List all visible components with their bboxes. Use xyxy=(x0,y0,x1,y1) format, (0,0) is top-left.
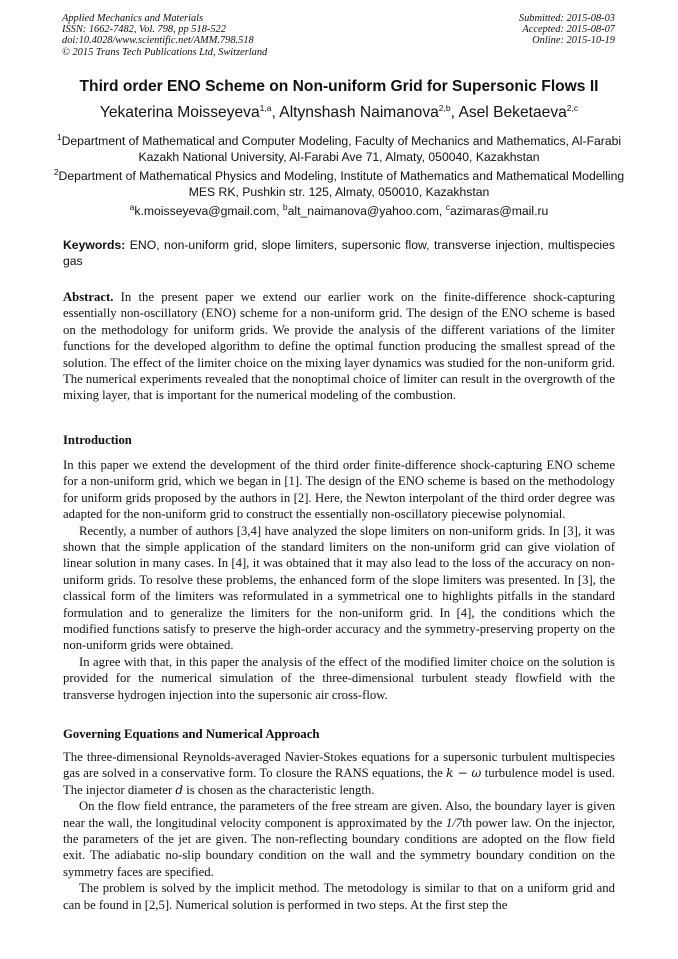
introduction-paragraph: Recently, a number of authors [3,4] have analyzed the slope limiters on non-uniform grids. In [3], it was shown that the simple application of the standard limiters on the non-uniform grid can give violation of linear solution in many cases. In [4], it was obtained that it may also lead to the loss of the accuracy on non-uniform grids. To resolve these problems, the enhanced form of the slope limiters was presented. In [3], the classical form of the limiters was reformulated in a symmetrical one to highlights pitfalls in the standard formulation and to generalize the limiters for the non-uniform grid. In [4], the conditions which the modified functions satisfy to preserve the high-order accuracy and the symmetry-preserving property on the non-uniform grids were obtained. xyxy=(63,523,615,653)
affiliation-1 xyxy=(50,129,628,165)
date-submitted: Submitted: 2015-08-03 xyxy=(518,13,615,24)
keywords xyxy=(63,238,615,269)
keywords-label: Keywords: xyxy=(63,238,126,252)
abstract xyxy=(63,289,615,404)
governing-text: is chosen as the characteristic length. xyxy=(183,782,375,797)
date-online: Online: 2015-10-19 xyxy=(532,35,615,47)
affiliation-text: Department of Mathematical and Computer Modeling, Faculty of Mechanics and Mathematics, Al-Farabi Kazakh National University, Al-Farabi Ave 71, Almaty, 050040, Kazakhstan xyxy=(61,134,622,165)
introduction-paragraph: In this paper we extend the development of the third order finite-difference shock-capturing ENO scheme for a non-uniform grid, which we began in [1]. The design of the ENO scheme is based on the methodology for uniform grids proposed by the authors in [2]. Here, the Newton interpolant of the third order degree was adapted for the non-uniform grid to construct the essentially non-oscillatory piecewise polynomial. xyxy=(63,458,615,522)
affiliation-sup: 1 xyxy=(56,132,62,142)
email-address[interactable]: azimaras@mail.ru xyxy=(449,204,549,219)
introduction-section xyxy=(63,457,615,703)
governing-heading-block xyxy=(63,726,615,742)
email-sup: b xyxy=(282,202,288,212)
email-address[interactable]: alt_naimanova@yahoo.com, xyxy=(287,204,446,219)
date-accepted: Accepted: 2015-08-07 xyxy=(522,24,615,36)
email-sup: a xyxy=(129,202,135,212)
keywords-text: ENO, non-uniform grid, slope limiters, supersonic flow, transverse injection, multispecies gas xyxy=(63,238,615,268)
governing-text: turbulence model is used. The injector diameter xyxy=(63,766,615,797)
journal-issn: ISSN: 1662-7482, Vol. 798, pp 518-522 xyxy=(62,24,226,36)
governing-text: On the flow field entrance, the parameters of the free stream are given. Also, the boundary layer is given near the wall, the longitudinal velocity component is approximated by the xyxy=(63,799,615,830)
governing-paragraph xyxy=(63,749,615,798)
journal-name: Applied Mechanics and Materials xyxy=(62,13,204,24)
introduction-heading-block xyxy=(63,432,615,448)
governing-paragraph: The problem is solved by the implicit method. The metodology is similar to that on a uniform grid and can be found in [2,5]. Numerical solution is performed in two steps. At the first step the xyxy=(63,881,615,912)
author-name: Altynshash Naimanova xyxy=(279,104,439,122)
email-sup: c xyxy=(445,202,450,212)
journal-doi[interactable]: doi:10.4028/www.scientific.net/AMM.798.518 xyxy=(62,35,254,47)
author-name: Yekaterina Moisseyeva xyxy=(99,104,260,122)
author-sep: , xyxy=(450,104,459,122)
introduction-paragraph: In agree with that, in this paper the analysis of the effect of the modified limiter choice on the solution is provided for the numerical simulation of the three-dimensional turbulent steady flowfield with the transverse hydrogen injection into the supersonic air cross-flow. xyxy=(63,654,615,702)
email-address[interactable]: k.moisseyeva@gmail.com, xyxy=(134,204,283,219)
math-k-omega: k − ω xyxy=(446,766,482,781)
abstract-label: Abstract. xyxy=(63,290,114,304)
governing-section xyxy=(63,749,615,913)
author-sup: 1,a xyxy=(259,103,272,113)
introduction-heading: Introduction xyxy=(63,433,132,447)
author-name: Asel Beketaeva xyxy=(458,104,567,122)
abstract-text: In the present paper we extend our earlier work on the finite-difference shock-capturing essentially non-oscillatory (ENO) scheme for a non-uniform grid. The design of the ENO scheme is based on the methodology for uniform grids. We provide the analysis of the different variations of the limiter functions for the developed algorithm to define the optimal function producing the smallest spread of the solution. The effect of the limiter choice on the mixing layer dynamics was studied for the non-uniform grid. The numerical experiments revealed that the nonoptimal choice of limiter can result in the overgrowth of the mixing layer, that is important for the numerical modeling of the combustion. xyxy=(63,290,615,403)
journal-header xyxy=(62,13,267,58)
author-sep: , xyxy=(271,104,280,122)
governing-text: th power law. On the injector, the parameters of the jet are given. The non-reflecting boundary conditions are adopted on the flow field exit. The adiabatic no-slip boundary condition on the wall and the symmetry boundary condition on the symmetry faces are specified. xyxy=(63,815,615,879)
author-list xyxy=(40,103,638,122)
governing-paragraph xyxy=(63,798,615,880)
email-list xyxy=(50,202,628,218)
author-sup: 2,b xyxy=(438,103,451,113)
journal-copyright: © 2015 Trans Tech Publications Ltd, Switzerland xyxy=(62,46,268,58)
paper-title: Third order ENO Scheme on Non-uniform Grid for Supersonic Flows II xyxy=(79,78,599,95)
author-sup: 2,c xyxy=(566,103,579,113)
math-d: d xyxy=(175,782,184,797)
governing-text: The three-dimensional Reynolds-averaged Navier-Stokes equations for a supersonic turbulent multispecies gas are solved in a conservative form. To closure the RANS equations, the xyxy=(63,750,615,781)
math-one-seventh: 1/7 xyxy=(445,815,463,830)
affiliation-text: Department of Mathematical Physics and Modeling, Institute of Mathematics and Mathematical Modelling MES RK, Pushkin str. 125, Almaty, 050010, Kazakhstan xyxy=(58,169,625,200)
governing-heading: Governing Equations and Numerical Approach xyxy=(63,727,320,741)
affiliation-sup: 2 xyxy=(53,167,59,177)
affiliation-2 xyxy=(50,164,628,200)
dates-header xyxy=(519,13,615,47)
